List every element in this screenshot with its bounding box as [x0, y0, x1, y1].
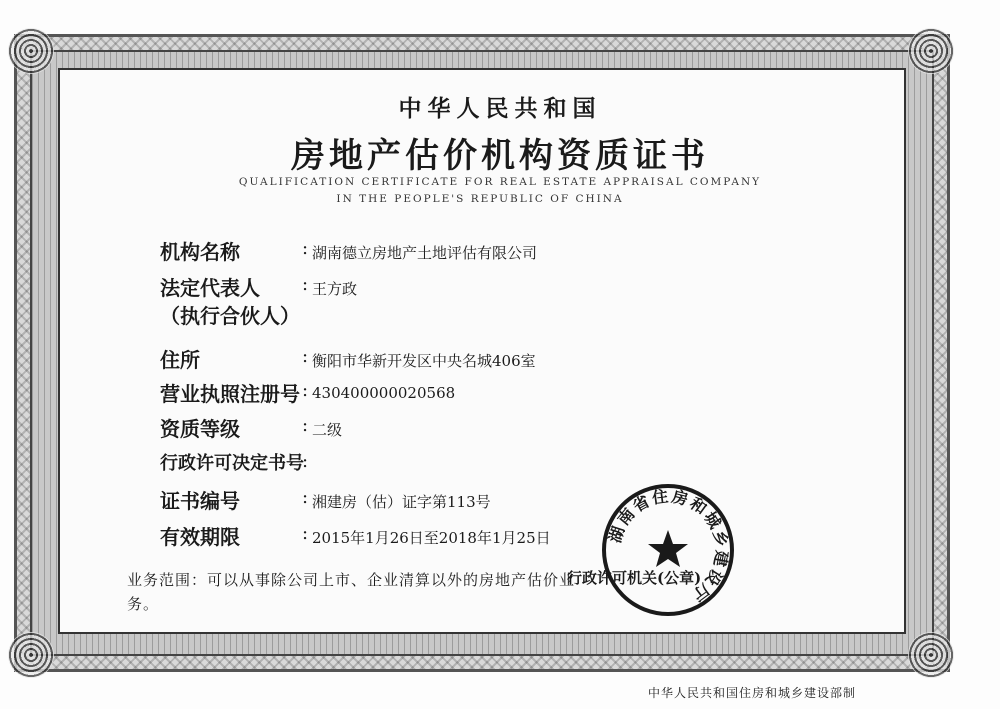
corner-ornament-top-right [908, 28, 954, 74]
field-label: 营业执照注册号 [160, 382, 300, 406]
issuer-footer: 中华人民共和国住房和城乡建设部制 [647, 686, 856, 700]
field-label: 住所 [160, 348, 200, 372]
field-colon: : [302, 274, 309, 295]
field-colon: : [302, 415, 309, 436]
field-label-extra: （执行合伙人） [160, 304, 300, 328]
english-title-line-2: IN THE PEOPLE'S REPUBLIC OF CHINA [336, 193, 624, 205]
field-value: 二级 [312, 421, 343, 439]
field-label: 有效期限 [160, 525, 240, 549]
field-colon: : [302, 487, 309, 508]
english-title-line-1: QUALIFICATION CERTIFICATE FOR REAL ESTATE APPRAISAL COMPANY [238, 176, 762, 188]
field-label: 行政许可决定书号 [160, 453, 304, 474]
corner-ornament-bottom-left [8, 632, 54, 678]
business-scope-label: 业务范围： [127, 571, 208, 589]
business-scope-text: 可以从事除公司上市、企业清算以外的房地产估价业务。 [127, 571, 576, 613]
field-value: 430400000020568 [312, 384, 456, 402]
country-heading: 中华人民共和国 [398, 95, 602, 122]
field-label: 法定代表人 [160, 276, 260, 300]
field-label: 机构名称 [160, 240, 240, 264]
field-colon: : [302, 346, 309, 367]
seal-star-icon [648, 530, 688, 567]
certificate-title: 房地产估价机构资质证书 [291, 136, 709, 176]
corner-ornament-top-left [8, 28, 54, 74]
field-value: 2015年1月26日至2018年1月25日 [312, 529, 551, 547]
field-colon: : [302, 523, 309, 544]
issuing-authority: 行政许可机关(公章) [567, 569, 702, 587]
business-scope [127, 568, 597, 616]
field-colon: : [302, 451, 309, 472]
field-value: 湘建房（估）证字第113号 [312, 493, 491, 511]
field-value: 湖南德立房地产土地评估有限公司 [312, 244, 538, 262]
field-label: 证书编号 [160, 489, 240, 513]
field-colon: : [302, 238, 309, 259]
field-value: 衡阳市华新开发区中央名城406室 [312, 352, 536, 370]
field-colon: : [302, 380, 309, 401]
field-label: 资质等级 [160, 417, 240, 441]
field-value: 王方政 [312, 280, 358, 298]
official-seal [600, 482, 736, 618]
corner-ornament-bottom-right [908, 632, 954, 678]
seal-text: 湖南省住房和城乡建设厅 [605, 486, 732, 606]
